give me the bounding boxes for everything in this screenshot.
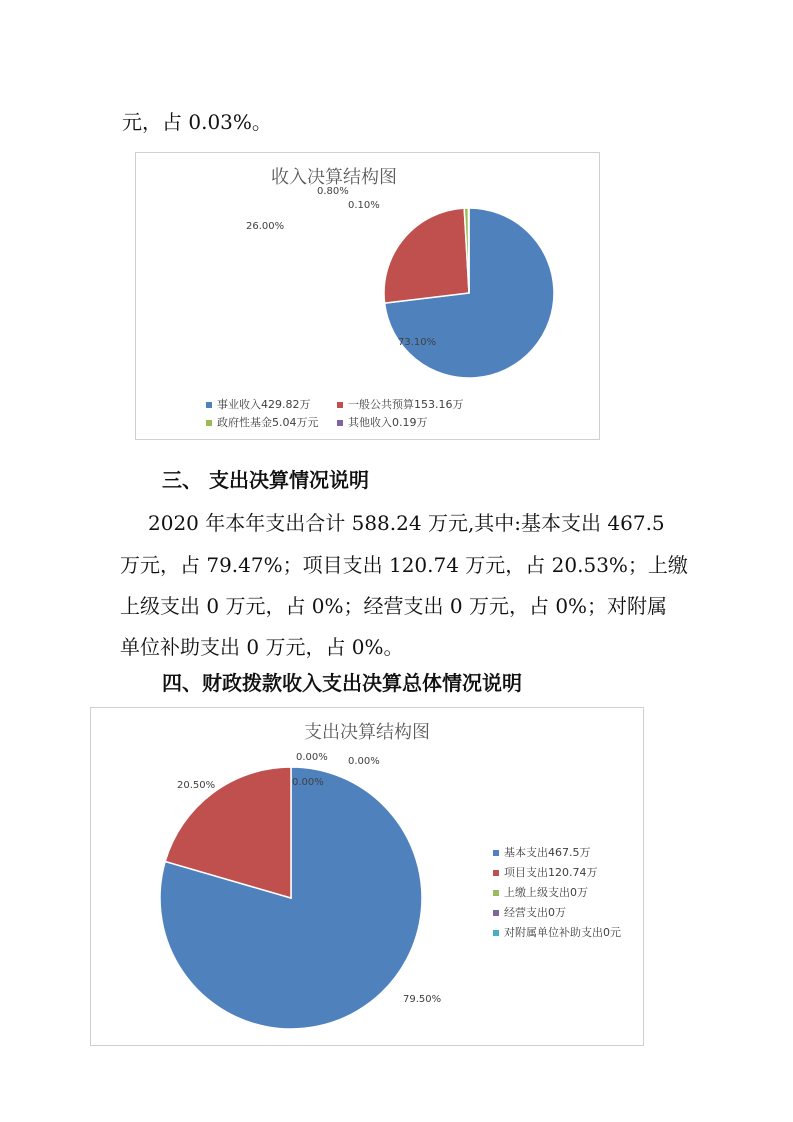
- data-label: 0.00%: [292, 777, 324, 788]
- data-label: 0.10%: [348, 200, 380, 211]
- legend-label: 基本支出467.5万: [504, 846, 591, 859]
- data-label: 0.00%: [348, 756, 380, 767]
- legend-swatch: [337, 420, 343, 426]
- legend-swatch: [493, 890, 499, 896]
- paragraph-tail: 元，占 0.03%。: [122, 110, 272, 134]
- chart-title: 收入决算结构图: [271, 167, 397, 188]
- legend-item: [493, 926, 621, 940]
- legend-label: 项目支出120.74万: [504, 866, 598, 879]
- legend-swatch: [206, 402, 212, 408]
- legend-label: 对附属单位补助支出0元: [504, 926, 621, 939]
- legend-item: [337, 416, 428, 430]
- paragraph-line: 万元，占 79.47%；项目支出 120.74 万元，占 20.53%；上缴: [120, 553, 688, 577]
- legend-item: [206, 416, 319, 430]
- income-chart: [135, 152, 600, 440]
- legend-swatch: [206, 420, 212, 426]
- paragraph-line: 单位补助支出 0 万元，占 0%。: [120, 635, 404, 659]
- chart-legend: [136, 153, 599, 439]
- chart-legend: [91, 708, 643, 1045]
- section-heading-3: 三、 支出决算情况说明: [162, 468, 369, 492]
- legend-label: 其他收入0.19万: [348, 416, 428, 429]
- section-heading-4: 四、财政拨款收入支出决算总体情况说明: [162, 671, 522, 695]
- data-label: 0.00%: [296, 752, 328, 763]
- legend-item: [493, 866, 598, 880]
- paragraph-line: 上级支出 0 万元，占 0%；经营支出 0 万元，占 0%；对附属: [120, 594, 668, 618]
- legend-item: [493, 906, 566, 920]
- legend-label: 事业收入429.82万: [217, 398, 311, 411]
- legend-label: 一般公共预算153.16万: [348, 398, 464, 411]
- data-label: 20.50%: [177, 780, 216, 791]
- legend-swatch: [337, 402, 343, 408]
- data-label: 0.80%: [317, 186, 349, 197]
- paragraph-line: 2020 年本年支出合计 588.24 万元,其中:基本支出 467.5: [148, 511, 665, 535]
- legend-item: [493, 846, 591, 860]
- legend-item: [337, 398, 464, 412]
- legend-swatch: [493, 930, 499, 936]
- legend-swatch: [493, 910, 499, 916]
- legend-swatch: [493, 850, 499, 856]
- expense-chart: [90, 707, 644, 1046]
- legend-swatch: [493, 870, 499, 876]
- legend-item: [493, 886, 588, 900]
- data-label: 73.10%: [398, 337, 437, 348]
- data-label: 79.50%: [403, 994, 442, 1005]
- legend-label: 经营支出0万: [504, 906, 566, 919]
- chart-title: 支出决算结构图: [304, 722, 430, 743]
- data-label: 26.00%: [246, 221, 285, 232]
- legend-item: [206, 398, 311, 412]
- legend-label: 上缴上级支出0万: [504, 886, 588, 899]
- legend-label: 政府性基金5.04万元: [217, 416, 319, 429]
